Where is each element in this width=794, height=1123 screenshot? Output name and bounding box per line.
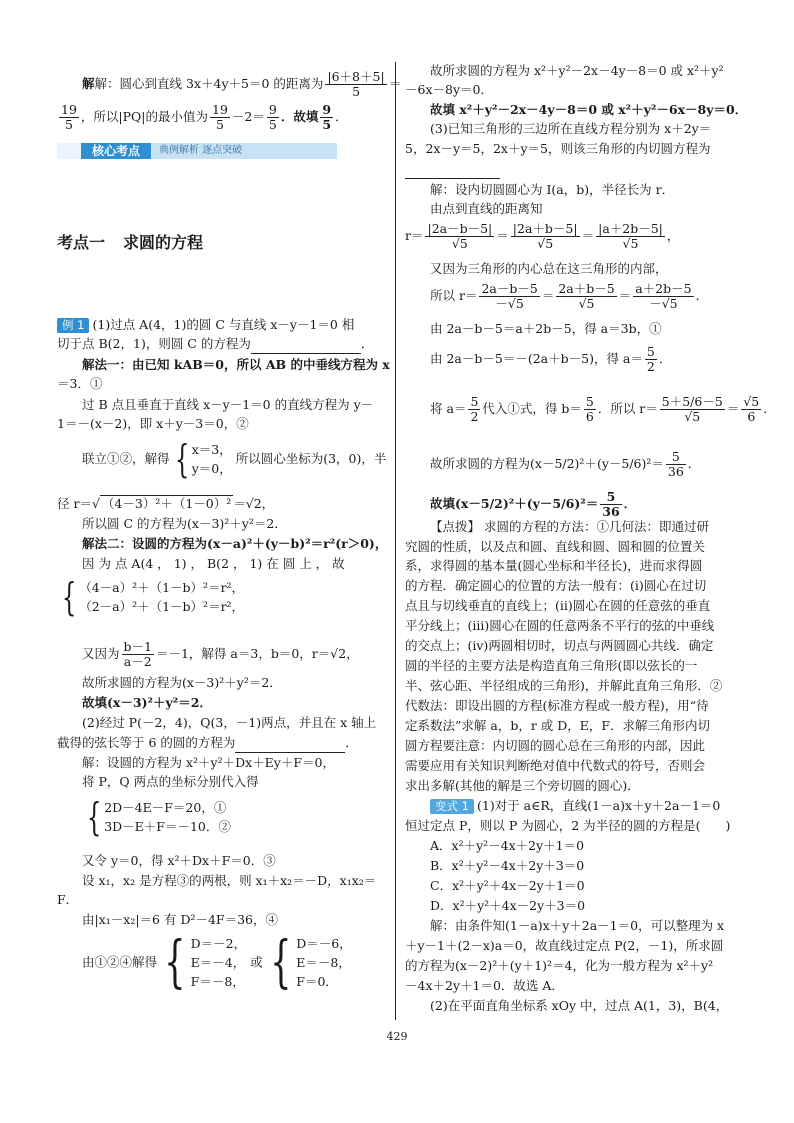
note-line: 【点拨】 求圆的方程的方法：①几何法：即通过研	[430, 519, 709, 534]
solution-line: 由|x₁－x₂|＝6 有 D²－4F＝36，④	[82, 912, 279, 927]
core-points-banner	[57, 143, 337, 159]
solution-line: ＝3．①	[57, 376, 103, 391]
system-line: { （4－a）²＋（1－b）²＝r²， （2－a）²＋（1－b）²＝r²，	[61, 575, 245, 619]
note-line: 定系数法”求解 a，b，r 或 D，E，F．求解三角形内切	[405, 718, 711, 733]
solution-line: 因 为 点 A(4 ， 1) ， B(2 ， 1) 在 圆 上 ， 故	[82, 556, 345, 571]
note-line: 的方程．确定圆心的位置的方法一般有：(i)圆心在过切	[405, 578, 707, 593]
column-divider	[395, 62, 396, 1020]
solution-line: 解法一：由已知 kAB＝0，所以 AB 的中垂线方程为 x	[82, 357, 390, 372]
banner-decoration	[57, 143, 81, 159]
solution-line: 的方程为(x－2)²＋(y＋1)²＝4，化为一般方程为 x²＋y²	[405, 958, 714, 973]
solution-line: 解解：圆心到直线 3x＋4y＋5＝0 的距离为 $\frac{|6+8+5|}{5}$ ＝	[82, 69, 402, 99]
fraction: $\frac{|6+8+5|}{5}$	[327, 69, 385, 99]
system-line: 联立①②，解得 { x＝3， y＝0， 所以圆心坐标为(3，0)，半	[82, 437, 387, 481]
banner-title: 核心考点	[81, 143, 151, 159]
solution-line: 解法二：设圆的方程为(x－a)²＋(y－b)²＝r²(r＞0)，	[82, 536, 388, 551]
solution-line: 又令 y＝0，得 x²＋Dx＋F＝0．③	[82, 853, 276, 868]
solution-line: 故所求圆的方程为(x－3)²＋y²＝2．	[82, 675, 282, 690]
solution-line: 解：设内切圆圆心为 I(a，b)，半径长为 r．	[430, 182, 675, 197]
answer-blank	[251, 335, 361, 354]
variant-badge: 变式 1	[430, 799, 474, 814]
example-line: 截得的弦长等于 6 的圆的方程为 ．	[57, 734, 358, 753]
note-line: 圆方程要注意：内切圆的圆心总在三角形的内部，因此	[405, 738, 706, 753]
solution-line: 解：设圆的方程为 x²＋y²＋Dx＋Ey＋F＝0，	[82, 755, 335, 770]
note-line: 的交点上；(iv)两圆相切时，切点与两圆圆心共线．确定	[405, 638, 714, 653]
solution-line: 又因为三角形的内心总在这三角形的内部，	[430, 261, 668, 276]
variant-line: 恒过定点 P，则以 P 为圆心，2 为半径的圆的方程是( )	[405, 818, 731, 833]
example-line: (2)经过 P(－2，4)，Q(3，－1)两点，并且在 x 轴上	[82, 715, 377, 730]
solution-line: (2)在平面直角坐标系 xOy 中，过点 A(1，3)，B(4，	[430, 998, 729, 1013]
section-label: 考点一	[57, 233, 106, 252]
note-line: 圆的半径的主要方法是构造直角三角形(即以弦长的一	[405, 658, 698, 673]
brace-icon: {	[61, 575, 77, 619]
option-d: D．x²＋y²＋4x－2y＋3＝0	[430, 898, 586, 913]
brace-icon: {	[269, 929, 292, 995]
answer-line: 故填(x－5/2)²＋(y－5/6)²＝ $\frac{5}{36}$ ．	[430, 489, 637, 519]
solution-line: －6x－8y＝0．	[405, 82, 493, 97]
example-badge: 例 1	[57, 318, 89, 333]
answer-line: 故填 x²＋y²－2x－4y－8＝0 或 x²＋y²－6x－8y＝0．	[430, 102, 748, 117]
example-line: 5，2x－y＝5，2x＋y＝5，则该三角形的内切圆方程为	[405, 141, 711, 156]
note-line: 代数法：即设出圆的方程(标准方程或一般方程)，用“待	[405, 698, 709, 713]
option-b: B．x²＋y²－4x＋2y＋3＝0	[430, 858, 585, 873]
brace-icon: {	[174, 437, 189, 481]
example-line: 切于点 B(2，1)，则圆 C 的方程为 ．	[57, 335, 373, 354]
option-a: A．x²＋y²－4x＋2y＋1＝0	[430, 838, 585, 853]
section-heading	[57, 230, 221, 253]
solution-line: 过 B 点且垂直于直线 x－y－1＝0 的直线方程为 y－	[82, 397, 374, 412]
system-line: { 2D－4E－F＝20，① 3D－E＋F＝－10．②	[86, 795, 231, 839]
page-number: 429	[386, 1030, 408, 1043]
solution-line: F．	[57, 892, 79, 907]
note-line: 系，求得圆的基本量(圆心坐标和半径长)，进而求得圆	[405, 558, 703, 573]
note-line: 究圆的性质，以及点和圆、直线和圆、圆和圆的位置关	[405, 539, 706, 554]
section-text: 求圆的方程	[123, 233, 204, 252]
note-line: 需要应用有关知识判断绝对值中代数式的符号，否则会	[405, 758, 706, 773]
solution-line: 径 r＝√ （4－3）²＋（1－0）² ＝√2，	[57, 496, 275, 511]
brace-icon: {	[164, 929, 186, 995]
answer-blank-line	[405, 160, 500, 179]
answer-blank	[235, 734, 345, 753]
solution-line: ＋y－1＋(2－x)a＝0，故直线过定点 P(2，－1)，所求圆	[405, 938, 724, 953]
solution-line: －4x＋2y＋1＝0．故选 A．	[405, 978, 564, 993]
brace-icon: {	[86, 795, 102, 839]
solution-line: 由 2a－b－5＝a＋2b－5，得 a＝3b，①	[430, 321, 662, 336]
banner-subtitle: 典例解析 逐点突破	[151, 143, 337, 159]
answer-line: 故填(x－3)²＋y²＝2．	[82, 695, 212, 710]
solution-line: $\frac{19}{5}$ ，所以|PQ|的最小值为 $\frac{19}{5}$ －2＝ $\frac{9}{5}$ ．故填 $\frac{9}{5}$ ．	[61, 102, 348, 132]
system-line: 由①②④解得 { D＝－2， E＝－4， F＝－8， 或 { D＝－6， E＝－8， F＝0．	[82, 929, 352, 995]
formula-line: 所以 r＝ $\frac{2a-b-5}{-√5}$ ＝ $\frac{2a+b-5}{√5}$ ＝ $\frac{a+2b-5}{-√5}$ ．	[430, 281, 709, 311]
solution-line: 将 a＝ $\frac{5}{2}$ 代入①式，得 b＝ $\frac{5}{6}$ ．所以 r＝ $\frac{5+5/6-5}{√5}$ ＝ $\frac{√5}{6}$ ．	[430, 394, 776, 424]
note-line: 半、弦心距、半径组成的三角形)，并解此直角三角形．②	[405, 678, 723, 693]
note-line: 求出多解(其他的解是三个旁切圆的圆心)．	[405, 778, 640, 793]
solution-line: 又因为 $\frac{b-1}{a-2}$ ＝－1，解得 a＝3，b＝0，r＝√2，	[82, 639, 359, 669]
solution-line: 1＝－(x－2)，即 x＋y－3＝0，②	[57, 416, 249, 431]
solution-line: 故所求圆的方程为 x²＋y²－2x－4y－8＝0 或 x²＋y²	[430, 63, 724, 78]
solution-line: 解：由条件知(1－a)x＋y＋2a－1＝0，可以整理为 x	[430, 918, 725, 933]
note-line: 点且与切线垂直的直线上；(ii)圆心在圆的任意弦的垂直	[405, 598, 711, 613]
example-line: 例 1 (1)过点 A(4，1)的圆 C 与直线 x－y－1＝0 相	[57, 316, 354, 334]
solution-line: 故所求圆的方程为(x－5/2)²＋(y－5/6)²＝ $\frac{5}{36}$ ．	[430, 449, 701, 479]
example-line: (3)已知三角形的三边所在直线方程分别为 x＋2y＝	[430, 121, 712, 136]
solution-line: 将 P，Q 两点的坐标分别代入得	[82, 774, 259, 789]
solution-line: 由 2a－b－5＝－(2a＋b－5)，得 a＝ $\frac{5}{2}$ ．	[430, 344, 672, 374]
note-line: 平分线上；(iii)圆心在圆的任意两条不平行的弦的中垂线	[405, 618, 715, 633]
solution-line: 所以圆 C 的方程为(x－3)²＋y²＝2．	[82, 516, 287, 531]
formula-line: r＝ $\frac{|2a-b-5|}{√5}$ ＝ $\frac{|2a+b-5|}{√5}$ ＝ $\frac{|a+2b-5|}{√5}$ ，	[405, 221, 680, 251]
variant-line: 变式 1 (1)对于 a∈R，直线(1－a)x＋y＋2a－1＝0	[405, 797, 720, 815]
solution-line: 设 x₁，x₂ 是方程③的两根，则 x₁＋x₂＝－D，x₁x₂＝	[82, 873, 377, 888]
solution-line: 由点到直线的距离知	[430, 201, 543, 216]
answer-blank	[405, 160, 500, 179]
option-c: C．x²＋y²＋4x－2y＋1＝0	[430, 878, 585, 893]
